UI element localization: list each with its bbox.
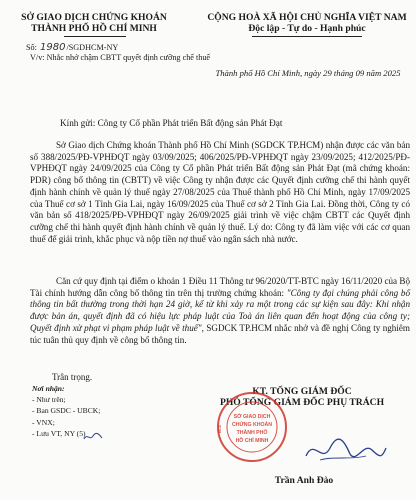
number-suffix: /SGDHCM-NY <box>66 43 119 52</box>
paragraph-2-conclusion: , SGDCK TP.HCM nhắc nhở và đề nghị Công ty nghiêm túc tuân thủ quy định về công bố thông tin. <box>30 322 410 345</box>
svg-text:SỞ GIAO DỊCH: SỞ GIAO DỊCH <box>233 414 271 420</box>
body-paragraph-1: Sở Giao dịch Chứng khoán Thành phố Hồ Chí Minh (SGDCK TP.HCM) nhận được các văn bản số 388/2025/PĐ-VPHĐQT ngày 03/09/2025; 406/2025/PĐ-VPHĐQT ngày 23/09/2025; 412/2025/PĐ-VPHĐQT ngày 24/09/2025 của Công ty Cổ phần Phát triển Bất động sản Phát Đạt (mã chứng khoán: PDR) công bố thông tin (CBTT) về việc Công ty nhận được các Quyết định cưỡng chế thi hành quyết định hành chính về quản lý thuế ngày 27/08/2025 của Thuế thành phố Hồ Chí Minh, ngày 17/09/2025 của Thuế cơ sở 1 Tỉnh Gia Lai, ngày 16/09/2025 của Thuế cơ sở 2 Tỉnh Gia Lai. Đồng thời, Công ty có văn bản số 418/2025/PĐ-VPHĐQT ngày 26/09/2025 giải trình về việc chậm CBTT các Quyết định cưỡng chế thi hành quyết định hành chính về quản lý thuế. Lý do: Công ty đã làm việc với các cơ quan thuế để giải trình, khắc phục và nộp tiền nợ thuế vào ngân sách nhà nước. <box>30 140 410 244</box>
recipient-item: - Ban GSDC - UBCK; <box>32 406 101 416</box>
svg-text:CHỨNG KHOÁN: CHỨNG KHOÁN <box>231 422 273 428</box>
document-subject: V/v: Nhắc nhở chậm CBTT quyết định cưỡng chế thuế <box>30 53 211 62</box>
issuer-header <box>4 12 184 34</box>
issuer-name-line1: SỞ GIAO DỊCH CHỨNG KHOÁN <box>21 12 167 23</box>
svg-text:M.S: M.S <box>217 424 222 434</box>
svg-text:HỒ CHÍ MINH: HỒ CHÍ MINH <box>235 438 269 444</box>
closing-remark: Trân trọng. <box>52 372 93 382</box>
paragraph-2-text: Căn cứ quy định tại điểm o khoản 1 Điều 11 Thông tư 96/2020/TT-BTC ngày 16/11/2020 của Bộ Tài chính hướng dẫn công bố thông tin trên thị trường chứng khoán: <box>30 276 410 298</box>
handwritten-mark <box>82 431 104 443</box>
svg-text:THÀNH PHỐ: THÀNH PHỐ <box>236 430 268 436</box>
document-number <box>26 42 118 53</box>
number-prefix: Số: <box>26 43 37 52</box>
handwritten-signature <box>300 430 390 470</box>
paragraph-2-quote: "Công ty đại chúng phải công bố thông tin bất thường trong thời hạn 24 giờ, kể từ khi xảy ra một trong các sự kiện sau đây: Khi nhận được bản án, quyết định đã có hiệu lực pháp luật của Toà án liên quan đến hoạt động của công ty; Quyết định xử phạt vi phạm pháp luật về thuế" <box>30 287 411 333</box>
issuer-name-line2: THÀNH PHỐ HỒ CHÍ MINH <box>31 23 157 34</box>
body-paragraph-2 <box>30 276 410 346</box>
handwritten-number: 1980 <box>39 42 66 53</box>
signer-name: Trần Anh Đào <box>274 475 334 486</box>
recipients-title: Nơi nhận: <box>32 384 65 393</box>
motto-underline <box>252 36 362 37</box>
nation-name: CỘNG HOÀ XÃ HỘI CHỦ NGHĨA VIỆT NAM <box>207 12 407 23</box>
official-stamp <box>216 391 288 463</box>
national-header <box>200 12 414 34</box>
national-motto: Độc lập - Tự do - Hạnh phúc <box>248 23 366 34</box>
recipient-item: - VNX; <box>32 417 55 427</box>
document-date: Thành phố Hồ Chí Minh, ngày 29 tháng 09 năm 2025 <box>215 68 401 78</box>
signature-title-line1: KT. TỔNG GIÁM ĐỐC <box>252 386 352 397</box>
issuer-underline <box>64 36 126 37</box>
greeting: Kính gửi: Công ty Cổ phần Phát triển Bất động sản Phát Đạt <box>60 118 283 128</box>
recipient-item: - Như trên; <box>32 395 66 405</box>
recipient-item: - Lưu VT, NY (5) <box>32 428 86 438</box>
signature-title-line2: PHÓ TỔNG GIÁM ĐỐC PHỤ TRÁCH <box>219 397 385 408</box>
